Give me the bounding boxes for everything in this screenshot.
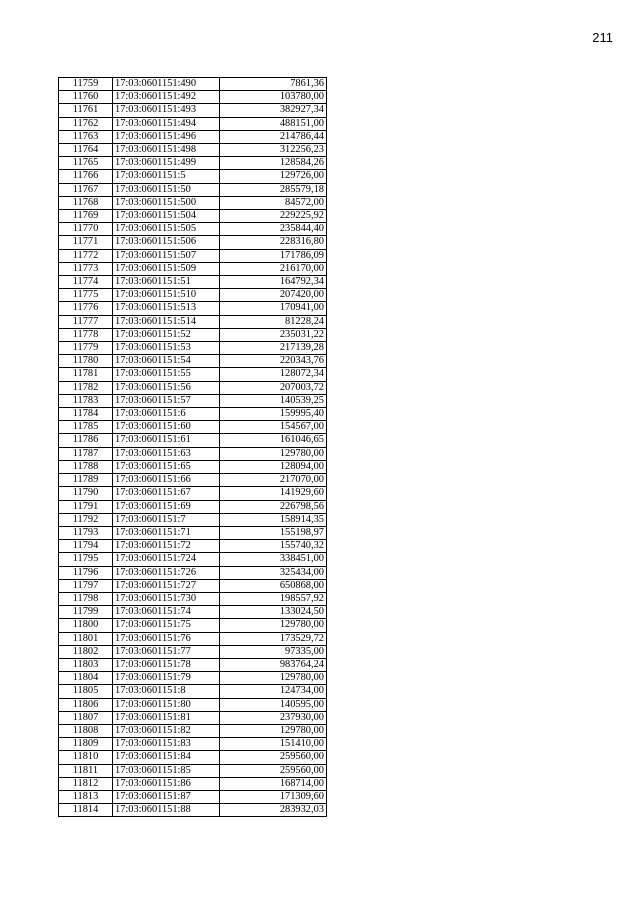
table-row: [59, 170, 327, 183]
table-row: [59, 672, 327, 685]
cadastral-value-table: [58, 77, 327, 817]
cadastral-value-cell: 133024,50: [220, 606, 327, 619]
cadastral-value-cell: 217139,28: [220, 342, 327, 355]
cadastral-value-cell: 220343,76: [220, 355, 327, 368]
cadastral-number-cell: 17:03:0601151:81: [113, 711, 220, 724]
cadastral-number-cell: 17:03:0601151:53: [113, 342, 220, 355]
table-row: [59, 104, 327, 117]
cadastral-number-cell: 17:03:0601151:69: [113, 500, 220, 513]
cadastral-value-cell: 155740,32: [220, 540, 327, 553]
row-number-cell: 11797: [59, 579, 113, 592]
table-row: [59, 315, 327, 328]
cadastral-number-cell: 17:03:0601151:50: [113, 183, 220, 196]
row-number-cell: 11809: [59, 738, 113, 751]
page-number: 211: [592, 30, 613, 45]
table-row: [59, 130, 327, 143]
cadastral-value-cell: 161046,65: [220, 434, 327, 447]
row-number-cell: 11762: [59, 117, 113, 130]
cadastral-number-cell: 17:03:0601151:726: [113, 566, 220, 579]
cadastral-value-cell: 983764,24: [220, 658, 327, 671]
cadastral-value-cell: 97335,00: [220, 645, 327, 658]
table-row: [59, 117, 327, 130]
table-row: [59, 302, 327, 315]
cadastral-number-cell: 17:03:0601151:85: [113, 764, 220, 777]
table-row: [59, 513, 327, 526]
row-number-cell: 11790: [59, 487, 113, 500]
cadastral-number-cell: 17:03:0601151:84: [113, 751, 220, 764]
table-row: [59, 368, 327, 381]
table-row: [59, 434, 327, 447]
cadastral-number-cell: 17:03:0601151:504: [113, 210, 220, 223]
row-number-cell: 11767: [59, 183, 113, 196]
cadastral-value-cell: 140539,25: [220, 394, 327, 407]
table-row: [59, 764, 327, 777]
table-row: [59, 249, 327, 262]
table-row: [59, 223, 327, 236]
row-number-cell: 11796: [59, 566, 113, 579]
cadastral-number-cell: 17:03:0601151:506: [113, 236, 220, 249]
row-number-cell: 11806: [59, 698, 113, 711]
table-row: [59, 804, 327, 817]
cadastral-number-cell: 17:03:0601151:75: [113, 619, 220, 632]
table-row: [59, 78, 327, 91]
cadastral-number-cell: 17:03:0601151:8: [113, 685, 220, 698]
row-number-cell: 11784: [59, 408, 113, 421]
cadastral-number-cell: 17:03:0601151:66: [113, 474, 220, 487]
cadastral-number-cell: 17:03:0601151:492: [113, 91, 220, 104]
table-row: [59, 408, 327, 421]
table-row: [59, 328, 327, 341]
table-row: [59, 738, 327, 751]
row-number-cell: 11805: [59, 685, 113, 698]
row-number-cell: 11791: [59, 500, 113, 513]
cadastral-value-cell: 217070,00: [220, 474, 327, 487]
cadastral-value-cell: 283932,03: [220, 804, 327, 817]
cadastral-number-cell: 17:03:0601151:74: [113, 606, 220, 619]
row-number-cell: 11789: [59, 474, 113, 487]
row-number-cell: 11798: [59, 592, 113, 605]
table-row: [59, 91, 327, 104]
row-number-cell: 11777: [59, 315, 113, 328]
cadastral-number-cell: 17:03:0601151:514: [113, 315, 220, 328]
row-number-cell: 11759: [59, 78, 113, 91]
cadastral-value-cell: 168714,00: [220, 777, 327, 790]
cadastral-number-cell: 17:03:0601151:65: [113, 460, 220, 473]
cadastral-number-cell: 17:03:0601151:57: [113, 394, 220, 407]
cadastral-value-cell: 173529,72: [220, 632, 327, 645]
cadastral-number-cell: 17:03:0601151:76: [113, 632, 220, 645]
cadastral-value-cell: 128072,34: [220, 368, 327, 381]
cadastral-number-cell: 17:03:0601151:60: [113, 421, 220, 434]
row-number-cell: 11769: [59, 210, 113, 223]
cadastral-value-cell: 488151,00: [220, 117, 327, 130]
cadastral-number-cell: 17:03:0601151:77: [113, 645, 220, 658]
cadastral-number-cell: 17:03:0601151:6: [113, 408, 220, 421]
cadastral-number-cell: 17:03:0601151:82: [113, 724, 220, 737]
row-number-cell: 11804: [59, 672, 113, 685]
table-row: [59, 632, 327, 645]
cadastral-number-cell: 17:03:0601151:78: [113, 658, 220, 671]
cadastral-value-cell: 129726,00: [220, 170, 327, 183]
table-row: [59, 619, 327, 632]
row-number-cell: 11802: [59, 645, 113, 658]
table-row: [59, 196, 327, 209]
cadastral-value-cell: 235031,22: [220, 328, 327, 341]
cadastral-number-cell: 17:03:0601151:87: [113, 790, 220, 803]
cadastral-number-cell: 17:03:0601151:5: [113, 170, 220, 183]
row-number-cell: 11813: [59, 790, 113, 803]
cadastral-number-cell: 17:03:0601151:730: [113, 592, 220, 605]
row-number-cell: 11775: [59, 289, 113, 302]
cadastral-value-cell: 151410,00: [220, 738, 327, 751]
cadastral-value-cell: 141929,60: [220, 487, 327, 500]
row-number-cell: 11785: [59, 421, 113, 434]
cadastral-value-cell: 285579,18: [220, 183, 327, 196]
cadastral-value-cell: 81228,24: [220, 315, 327, 328]
cadastral-number-cell: 17:03:0601151:55: [113, 368, 220, 381]
table-row: [59, 777, 327, 790]
cadastral-number-cell: 17:03:0601151:61: [113, 434, 220, 447]
table-row: [59, 592, 327, 605]
cadastral-number-cell: 17:03:0601151:80: [113, 698, 220, 711]
row-number-cell: 11794: [59, 540, 113, 553]
cadastral-number-cell: 17:03:0601151:490: [113, 78, 220, 91]
row-number-cell: 11779: [59, 342, 113, 355]
cadastral-value-cell: 164792,34: [220, 276, 327, 289]
row-number-cell: 11795: [59, 553, 113, 566]
row-number-cell: 11782: [59, 381, 113, 394]
cadastral-value-cell: 129780,00: [220, 447, 327, 460]
cadastral-number-cell: 17:03:0601151:727: [113, 579, 220, 592]
cadastral-number-cell: 17:03:0601151:505: [113, 223, 220, 236]
cadastral-number-cell: 17:03:0601151:509: [113, 262, 220, 275]
table-row: [59, 685, 327, 698]
cadastral-number-cell: 17:03:0601151:494: [113, 117, 220, 130]
table-row: [59, 606, 327, 619]
cadastral-number-cell: 17:03:0601151:724: [113, 553, 220, 566]
cadastral-value-cell: 7861,36: [220, 78, 327, 91]
cadastral-number-cell: 17:03:0601151:52: [113, 328, 220, 341]
table-row: [59, 540, 327, 553]
row-number-cell: 11760: [59, 91, 113, 104]
cadastral-value-cell: 128584,26: [220, 157, 327, 170]
cadastral-value-cell: 129780,00: [220, 724, 327, 737]
row-number-cell: 11787: [59, 447, 113, 460]
cadastral-value-cell: 312256,23: [220, 144, 327, 157]
cadastral-number-cell: 17:03:0601151:86: [113, 777, 220, 790]
row-number-cell: 11783: [59, 394, 113, 407]
row-number-cell: 11761: [59, 104, 113, 117]
cadastral-number-cell: 17:03:0601151:79: [113, 672, 220, 685]
cadastral-value-cell: 226798,56: [220, 500, 327, 513]
cadastral-value-cell: 129780,00: [220, 619, 327, 632]
cadastral-value-cell: 198557,92: [220, 592, 327, 605]
cadastral-value-cell: 325434,00: [220, 566, 327, 579]
cadastral-value-cell: 124734,00: [220, 685, 327, 698]
cadastral-value-cell: 128094,00: [220, 460, 327, 473]
cadastral-value-cell: 171786,09: [220, 249, 327, 262]
row-number-cell: 11786: [59, 434, 113, 447]
cadastral-number-cell: 17:03:0601151:510: [113, 289, 220, 302]
row-number-cell: 11771: [59, 236, 113, 249]
cadastral-number-cell: 17:03:0601151:493: [113, 104, 220, 117]
cadastral-number-cell: 17:03:0601151:500: [113, 196, 220, 209]
cadastral-number-cell: 17:03:0601151:7: [113, 513, 220, 526]
table-row: [59, 526, 327, 539]
cadastral-value-cell: 207420,00: [220, 289, 327, 302]
row-number-cell: 11808: [59, 724, 113, 737]
cadastral-value-cell: 650868,00: [220, 579, 327, 592]
table-row: [59, 342, 327, 355]
cadastral-value-cell: 170941,00: [220, 302, 327, 315]
row-number-cell: 11773: [59, 262, 113, 275]
cadastral-value-cell: 382927,34: [220, 104, 327, 117]
cadastral-value-cell: 216170,00: [220, 262, 327, 275]
row-number-cell: 11792: [59, 513, 113, 526]
table-body: [59, 78, 327, 817]
cadastral-value-cell: 229225,92: [220, 210, 327, 223]
cadastral-number-cell: 17:03:0601151:51: [113, 276, 220, 289]
cadastral-value-cell: 155198,97: [220, 526, 327, 539]
cadastral-value-cell: 259560,00: [220, 751, 327, 764]
cadastral-number-cell: 17:03:0601151:83: [113, 738, 220, 751]
cadastral-value-cell: 207003,72: [220, 381, 327, 394]
cadastral-value-cell: 259560,00: [220, 764, 327, 777]
table-row: [59, 711, 327, 724]
table-row: [59, 790, 327, 803]
row-number-cell: 11793: [59, 526, 113, 539]
cadastral-value-cell: 159995,40: [220, 408, 327, 421]
row-number-cell: 11766: [59, 170, 113, 183]
cadastral-value-cell: 103780,00: [220, 91, 327, 104]
cadastral-number-cell: 17:03:0601151:499: [113, 157, 220, 170]
row-number-cell: 11772: [59, 249, 113, 262]
cadastral-value-cell: 158914,35: [220, 513, 327, 526]
cadastral-value-cell: 338451,00: [220, 553, 327, 566]
table-row: [59, 144, 327, 157]
cadastral-value-cell: 84572,00: [220, 196, 327, 209]
table-row: [59, 579, 327, 592]
cadastral-number-cell: 17:03:0601151:71: [113, 526, 220, 539]
cadastral-number-cell: 17:03:0601151:72: [113, 540, 220, 553]
row-number-cell: 11810: [59, 751, 113, 764]
table-row: [59, 210, 327, 223]
row-number-cell: 11811: [59, 764, 113, 777]
table-row: [59, 236, 327, 249]
table-row: [59, 355, 327, 368]
cadastral-value-cell: 235844,40: [220, 223, 327, 236]
cadastral-number-cell: 17:03:0601151:56: [113, 381, 220, 394]
cadastral-number-cell: 17:03:0601151:63: [113, 447, 220, 460]
table-row: [59, 751, 327, 764]
row-number-cell: 11770: [59, 223, 113, 236]
table-row: [59, 460, 327, 473]
table-row: [59, 698, 327, 711]
row-number-cell: 11799: [59, 606, 113, 619]
table-row: [59, 183, 327, 196]
cadastral-value-cell: 129780,00: [220, 672, 327, 685]
row-number-cell: 11776: [59, 302, 113, 315]
row-number-cell: 11803: [59, 658, 113, 671]
row-number-cell: 11807: [59, 711, 113, 724]
table-row: [59, 262, 327, 275]
cadastral-value-cell: 237930,00: [220, 711, 327, 724]
cadastral-value-cell: 228316,80: [220, 236, 327, 249]
table-row: [59, 500, 327, 513]
cadastral-value-cell: 214786,44: [220, 130, 327, 143]
cadastral-value-cell: 154567,00: [220, 421, 327, 434]
row-number-cell: 11780: [59, 355, 113, 368]
cadastral-value-cell: 140595,00: [220, 698, 327, 711]
cadastral-number-cell: 17:03:0601151:498: [113, 144, 220, 157]
table-row: [59, 474, 327, 487]
table-row: [59, 289, 327, 302]
table-row: [59, 381, 327, 394]
row-number-cell: 11774: [59, 276, 113, 289]
cadastral-number-cell: 17:03:0601151:54: [113, 355, 220, 368]
table-row: [59, 724, 327, 737]
table-row: [59, 566, 327, 579]
cadastral-number-cell: 17:03:0601151:513: [113, 302, 220, 315]
table-row: [59, 447, 327, 460]
table-row: [59, 645, 327, 658]
row-number-cell: 11812: [59, 777, 113, 790]
table-row: [59, 487, 327, 500]
cadastral-number-cell: 17:03:0601151:67: [113, 487, 220, 500]
row-number-cell: 11768: [59, 196, 113, 209]
table-row: [59, 658, 327, 671]
cadastral-value-cell: 171309,60: [220, 790, 327, 803]
cadastral-number-cell: 17:03:0601151:88: [113, 804, 220, 817]
cadastral-number-cell: 17:03:0601151:496: [113, 130, 220, 143]
row-number-cell: 11801: [59, 632, 113, 645]
table-row: [59, 276, 327, 289]
row-number-cell: 11778: [59, 328, 113, 341]
cadastral-number-cell: 17:03:0601151:507: [113, 249, 220, 262]
table-row: [59, 394, 327, 407]
row-number-cell: 11781: [59, 368, 113, 381]
table-row: [59, 421, 327, 434]
row-number-cell: 11800: [59, 619, 113, 632]
row-number-cell: 11814: [59, 804, 113, 817]
table-row: [59, 157, 327, 170]
row-number-cell: 11765: [59, 157, 113, 170]
table-row: [59, 553, 327, 566]
row-number-cell: 11764: [59, 144, 113, 157]
row-number-cell: 11788: [59, 460, 113, 473]
row-number-cell: 11763: [59, 130, 113, 143]
